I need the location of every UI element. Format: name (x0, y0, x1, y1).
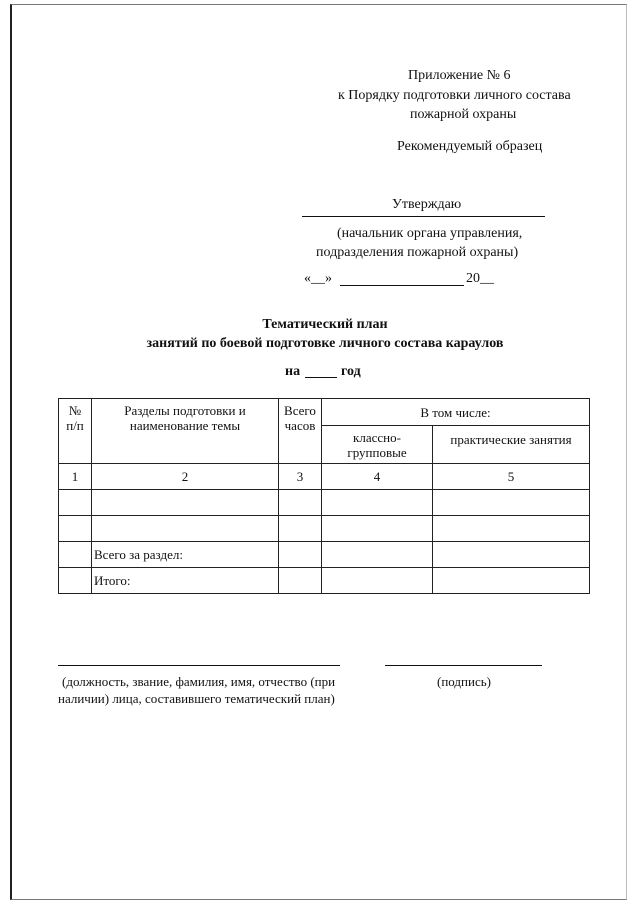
year-suffix: год (341, 364, 361, 379)
approve-label: Утверждаю (392, 197, 462, 212)
column-number: 4 (322, 464, 433, 490)
header-classroom: классно-групповые (322, 426, 433, 464)
date-month-line (340, 285, 464, 286)
empty-cell (433, 490, 590, 516)
sample-label: Рекомендуемый образец (397, 139, 543, 154)
empty-cell (279, 542, 322, 568)
empty-cell (322, 516, 433, 542)
year-blank-line (305, 377, 337, 378)
signature-line (385, 665, 542, 666)
date-year: 20__ (466, 271, 494, 286)
appendix-reference-cont: пожарной охраны (410, 107, 517, 122)
empty-cell (59, 542, 92, 568)
header-num: № п/п (59, 399, 92, 464)
doc-subtitle: занятий по боевой подготовке личного состава караулов (146, 336, 504, 351)
signature-caption: (подпись) (437, 674, 491, 689)
grand-total-row (59, 568, 590, 594)
column-number: 5 (433, 464, 590, 490)
column-number: 1 (59, 464, 92, 490)
section-total-row (59, 542, 590, 568)
table-row (59, 490, 590, 516)
empty-cell (92, 490, 279, 516)
empty-cell (279, 490, 322, 516)
header-including: В том числе: (322, 399, 590, 426)
empty-cell (322, 490, 433, 516)
empty-cell (322, 542, 433, 568)
section-total-label: Всего за раздел: (92, 542, 279, 568)
header-hours: Всего часов (279, 399, 322, 464)
table-row (59, 516, 590, 542)
doc-title: Тематический план (262, 317, 388, 332)
header-sections: Разделы подготовки и наименование темы (92, 399, 279, 464)
year-prefix: на (285, 364, 301, 379)
approver-role-line1: (начальник органа управления, (337, 226, 523, 241)
plan-table (58, 398, 590, 594)
empty-cell (433, 568, 590, 594)
empty-cell (59, 516, 92, 542)
column-number: 3 (279, 464, 322, 490)
appendix-reference: к Порядку подготовки личного состава (338, 88, 571, 103)
column-number-row (59, 464, 590, 490)
position-caption-line2: наличии) лица, составившего тематический план) (58, 691, 335, 706)
grand-total-label: Итого: (92, 568, 279, 594)
empty-cell (433, 542, 590, 568)
appendix-number: Приложение № 6 (408, 68, 511, 83)
approve-signature-line (302, 216, 545, 217)
position-caption-line1: (должность, звание, фамилия, имя, отчество (при (62, 674, 336, 689)
date-day: «__» (304, 271, 332, 286)
approver-role-line2: подразделения пожарной охраны) (316, 245, 519, 260)
empty-cell (433, 516, 590, 542)
empty-cell (59, 490, 92, 516)
empty-cell (279, 516, 322, 542)
empty-cell (92, 516, 279, 542)
column-number: 2 (92, 464, 279, 490)
empty-cell (279, 568, 322, 594)
position-line (58, 665, 340, 666)
empty-cell (59, 568, 92, 594)
empty-cell (322, 568, 433, 594)
header-practical: практические занятия (433, 426, 590, 464)
